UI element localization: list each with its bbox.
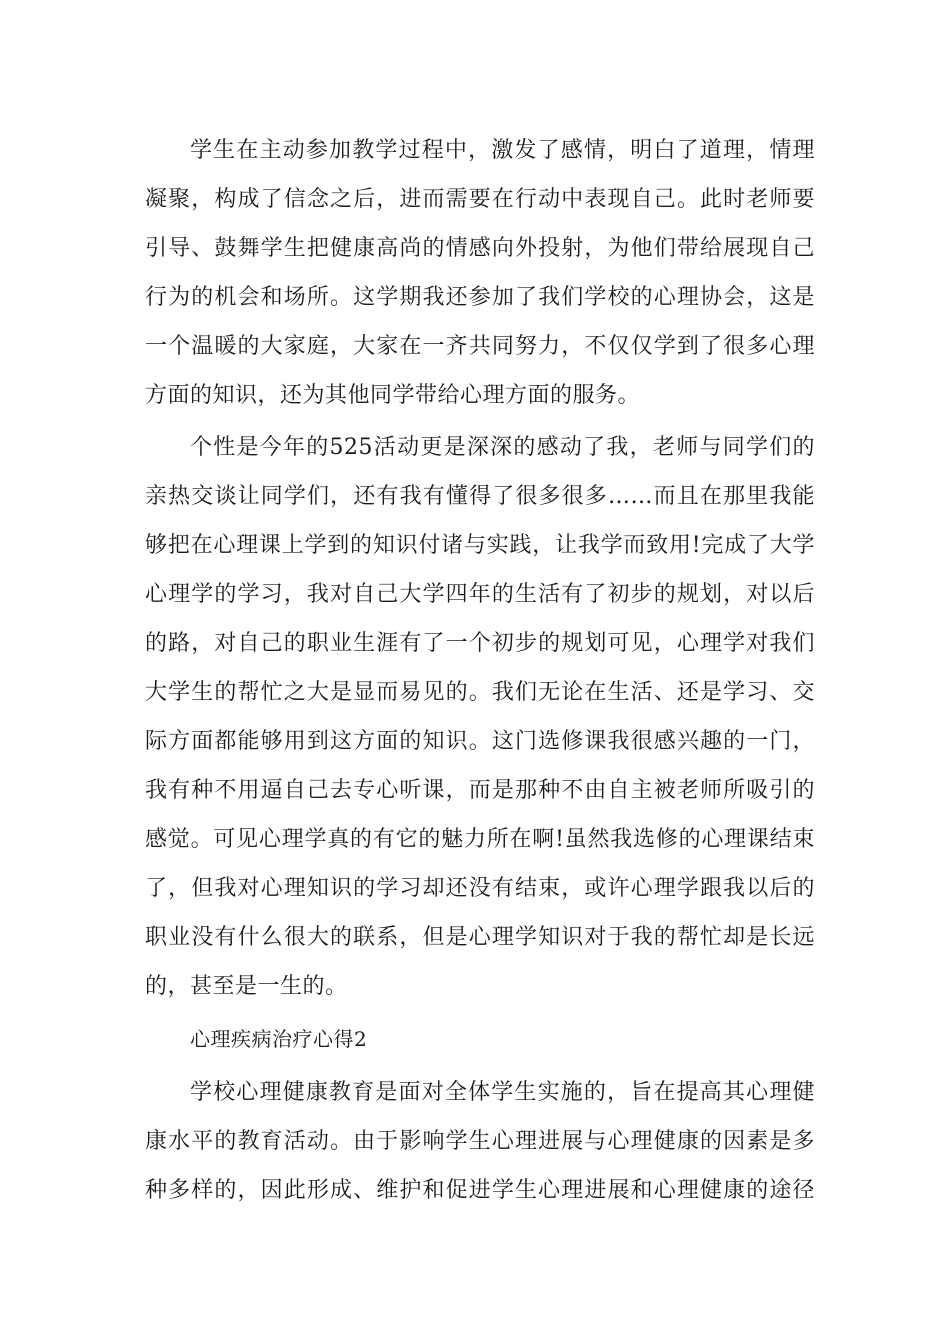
paragraph-1-line-5: 一个温暖的大家庭，大家在一齐共同努力，不仅仅学到了很多心理 [145,334,815,359]
paragraph-3-line-3: 种多样的，因此形成、维护和促进学生心理进展和心理健康的途径 [145,1178,815,1203]
paragraph-1-line-1: 学生在主动参加教学过程中，激发了感情，明白了道理，情理 [190,138,815,163]
paragraph-1-line-3: 引导、鼓舞学生把健康高尚的情感向外投射，为他们带给展现自己 [145,236,815,261]
paragraph-3-line-1: 学校心理健康教育是面对全体学生实施的，旨在提高其心理健 [190,1080,815,1105]
paragraph-2-line-6: 大学生的帮忙之大是显而易见的。我们无论在生活、还是学习、交 [145,680,815,705]
paragraph-2-line-5: 的路，对自己的职业生涯有了一个初步的规划可见，心理学对我们 [145,631,815,656]
paragraph-1-line-6: 方面的知识，还为其他同学带给心理方面的服务。 [145,383,641,408]
section-heading: 心理疾病治疗心得2 [190,1027,368,1051]
paragraph-2-line-8: 我有种不用逼自己去专心听课，而是那种不由自主被老师所吸引的 [145,778,815,803]
paragraph-1-line-4: 行为的机会和场所。这学期我还参加了我们学校的心理协会，这是 [145,285,815,310]
paragraph-2-line-4: 心理学的学习，我对自己大学四年的生活有了初步的规划，对以后 [145,582,815,607]
paragraph-1-line-2: 凝聚，构成了信念之后，进而需要在行动中表现自己。此时老师要 [145,187,815,212]
paragraph-3-line-2: 康水平的教育活动。由于影响学生心理进展与心理健康的因素是多 [145,1129,815,1154]
paragraph-2-line-3: 够把在心理课上学到的知识付诸与实践，让我学而致用!完成了大学 [145,533,815,558]
paragraph-2-line-12: 的，甚至是一生的。 [145,974,348,999]
paragraph-2-line-1: 个性是今年的525活动更是深深的感动了我，老师与同学们的 [190,435,815,460]
paragraph-2-line-7: 际方面都能够用到这方面的知识。这门选修课我很感兴趣的一门， [145,729,815,754]
paragraph-2-line-9: 感觉。可见心理学真的有它的魅力所在啊!虽然我选修的心理课结束 [145,827,815,852]
paragraph-2-line-10: 了，但我对心理知识的学习却还没有结束，或许心理学跟我以后的 [145,876,815,901]
paragraph-2-line-11: 职业没有什么很大的联系，但是心理学知识对于我的帮忙却是长远 [145,925,815,950]
paragraph-2-line-2: 亲热交谈让同学们，还有我有懂得了很多很多……而且在那里我能 [145,484,815,509]
